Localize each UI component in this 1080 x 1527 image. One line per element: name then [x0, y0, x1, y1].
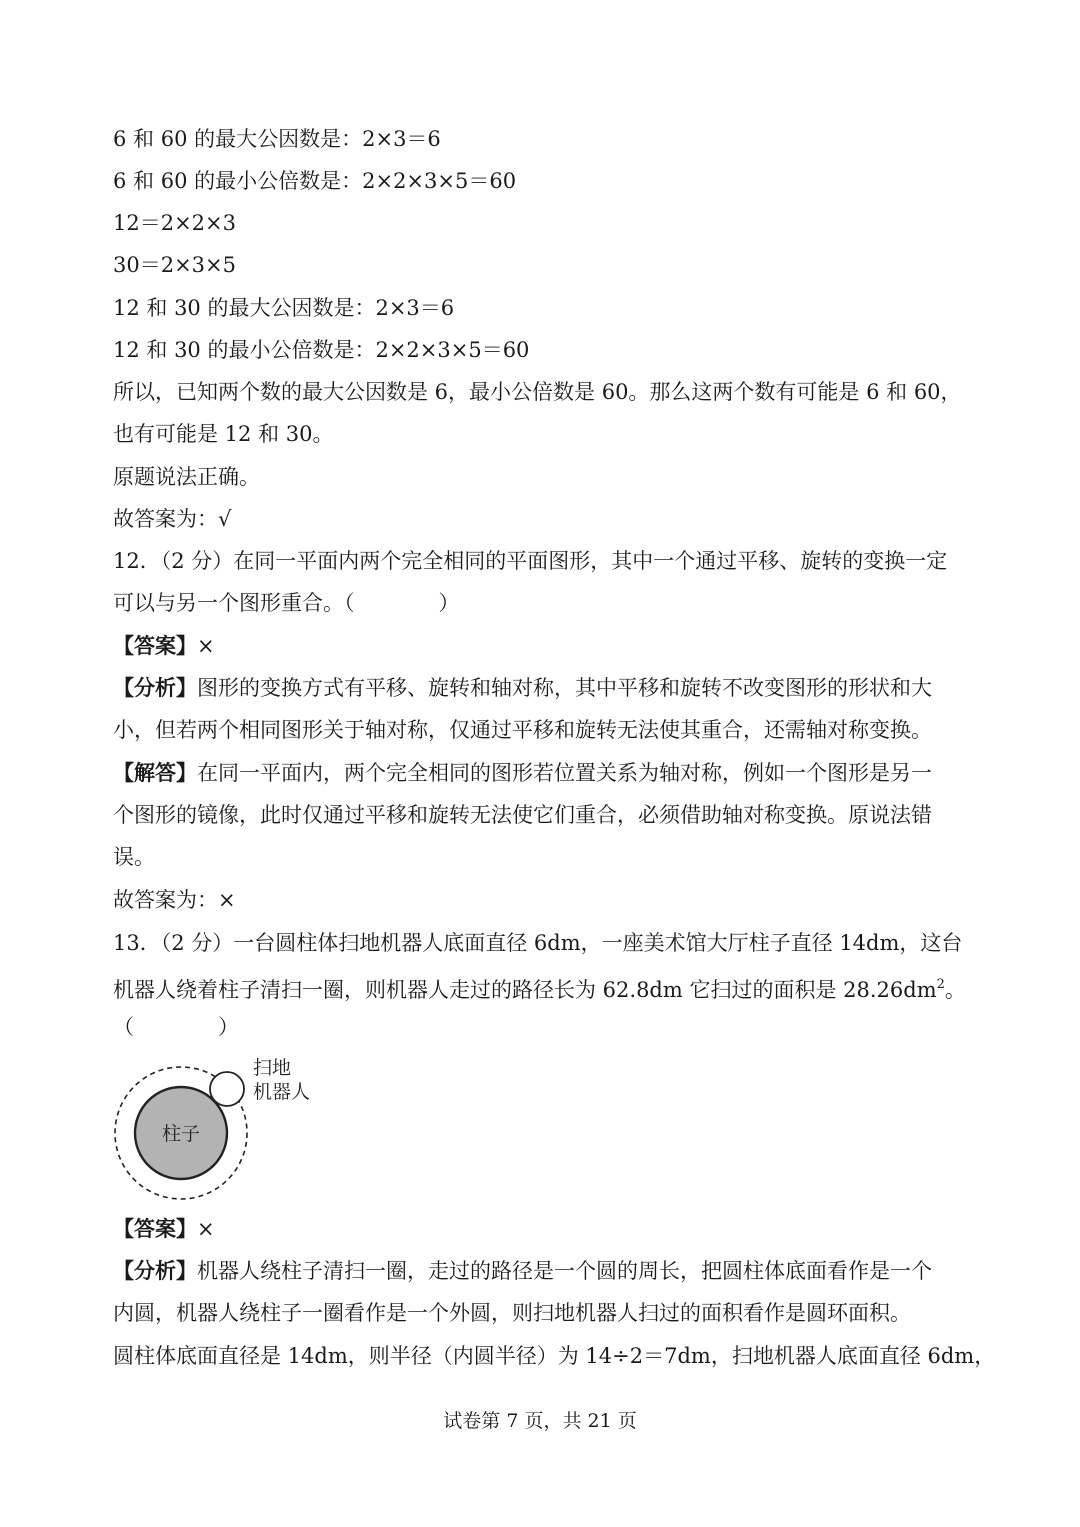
question-13-analysis: 内圆，机器人绕柱子一圈看作是一个外圆，则扫地机器人扫过的面积看作是圆环面积。 — [113, 1301, 911, 1325]
answer-value: × — [197, 1217, 215, 1241]
question-12-answer — [113, 632, 215, 660]
text-line: 原题说法正确。 — [113, 465, 260, 489]
text-line: 也有可能是 12 和 30。 — [113, 422, 334, 446]
answer-value: × — [197, 634, 215, 658]
figure-svg — [110, 1052, 330, 1214]
stem-end: 。 — [944, 978, 966, 1002]
superscript: 2 — [936, 977, 945, 992]
pillar-label: 柱子 — [161, 1123, 201, 1145]
question-13-analysis — [113, 1257, 932, 1285]
question-13-stem: 13．（2 分）一台圆柱体扫地机器人底面直径 6dm，一座美术馆大厅柱子直径 14dm，这台 — [113, 931, 963, 955]
question-12-solution: 个图形的镜像，此时仅通过平移和旋转无法使它们重合，必须借助轴对称变换。原说法错 — [113, 803, 932, 827]
question-13-answer — [113, 1215, 215, 1243]
question-12-solution: 误。 — [113, 845, 155, 869]
text-line: 所以，已知两个数的最大公因数是 6，最小公倍数是 60。那么这两个数有可能是 6 和 60， — [113, 380, 962, 404]
answer-tag: 【答案】 — [113, 1216, 197, 1241]
final-answer-line: 故答案为：√ — [113, 507, 232, 531]
answer-tag: 【答案】 — [113, 633, 197, 658]
robot-label-line-1: 扫地 — [253, 1057, 292, 1079]
text-line: 12 和 30 的最小公倍数是：2×2×3×5＝60 — [113, 338, 530, 362]
question-13-bracket: （ ） — [113, 1015, 239, 1039]
question-12-solution — [113, 759, 932, 787]
text-line: 6 和 60 的最大公因数是：2×3＝6 — [113, 127, 441, 151]
robot-circle — [210, 1072, 244, 1106]
analysis-text: 机器人绕柱子清扫一圈，走过的路径是一个圆的周长，把圆柱体底面看作是一个 — [197, 1259, 932, 1283]
pillar-robot-figure — [110, 1052, 330, 1214]
question-12-final: 故答案为：× — [113, 888, 236, 912]
page-footer: 试卷第 7 页，共 21 页 — [443, 1410, 637, 1432]
robot-label-line-2: 机器人 — [253, 1081, 311, 1103]
text-line: 6 和 60 的最小公倍数是：2×2×3×5＝60 — [113, 169, 517, 193]
question-12-analysis: 小，但若两个相同图形关于轴对称，仅通过平移和旋转无法使其重合，还需轴对称变换。 — [113, 718, 932, 742]
question-12-stem: 可以与另一个图形重合。（ ） — [113, 591, 460, 615]
text-line: 12 和 30 的最大公因数是：2×3＝6 — [113, 296, 455, 320]
solution-text: 在同一平面内，两个完全相同的图形若位置关系为轴对称，例如一个图形是另一 — [197, 761, 932, 785]
question-13-analysis: 圆柱体底面直径是 14dm，则半径（内圆半径）为 14÷2＝7dm，扫地机器人底面直径 6dm， — [113, 1344, 996, 1368]
question-12-stem: 12．（2 分）在同一平面内两个完全相同的平面图形，其中一个通过平移、旋转的变换一定 — [113, 549, 948, 573]
analysis-tag: 【分析】 — [113, 675, 197, 700]
analysis-text: 图形的变换方式有平移、旋转和轴对称，其中平移和旋转不改变图形的形状和大 — [197, 676, 932, 700]
text-line: 30＝2×3×5 — [113, 253, 236, 277]
analysis-tag: 【分析】 — [113, 1258, 197, 1283]
solution-tag: 【解答】 — [113, 760, 197, 785]
text-line: 12＝2×2×3 — [113, 211, 236, 235]
question-13-stem — [113, 971, 966, 1004]
stem-text: 机器人绕着柱子清扫一圈，则机器人走过的路径长为 62.8dm 它扫过的面积是 28.26dm — [113, 978, 937, 1002]
question-12-analysis — [113, 674, 932, 702]
